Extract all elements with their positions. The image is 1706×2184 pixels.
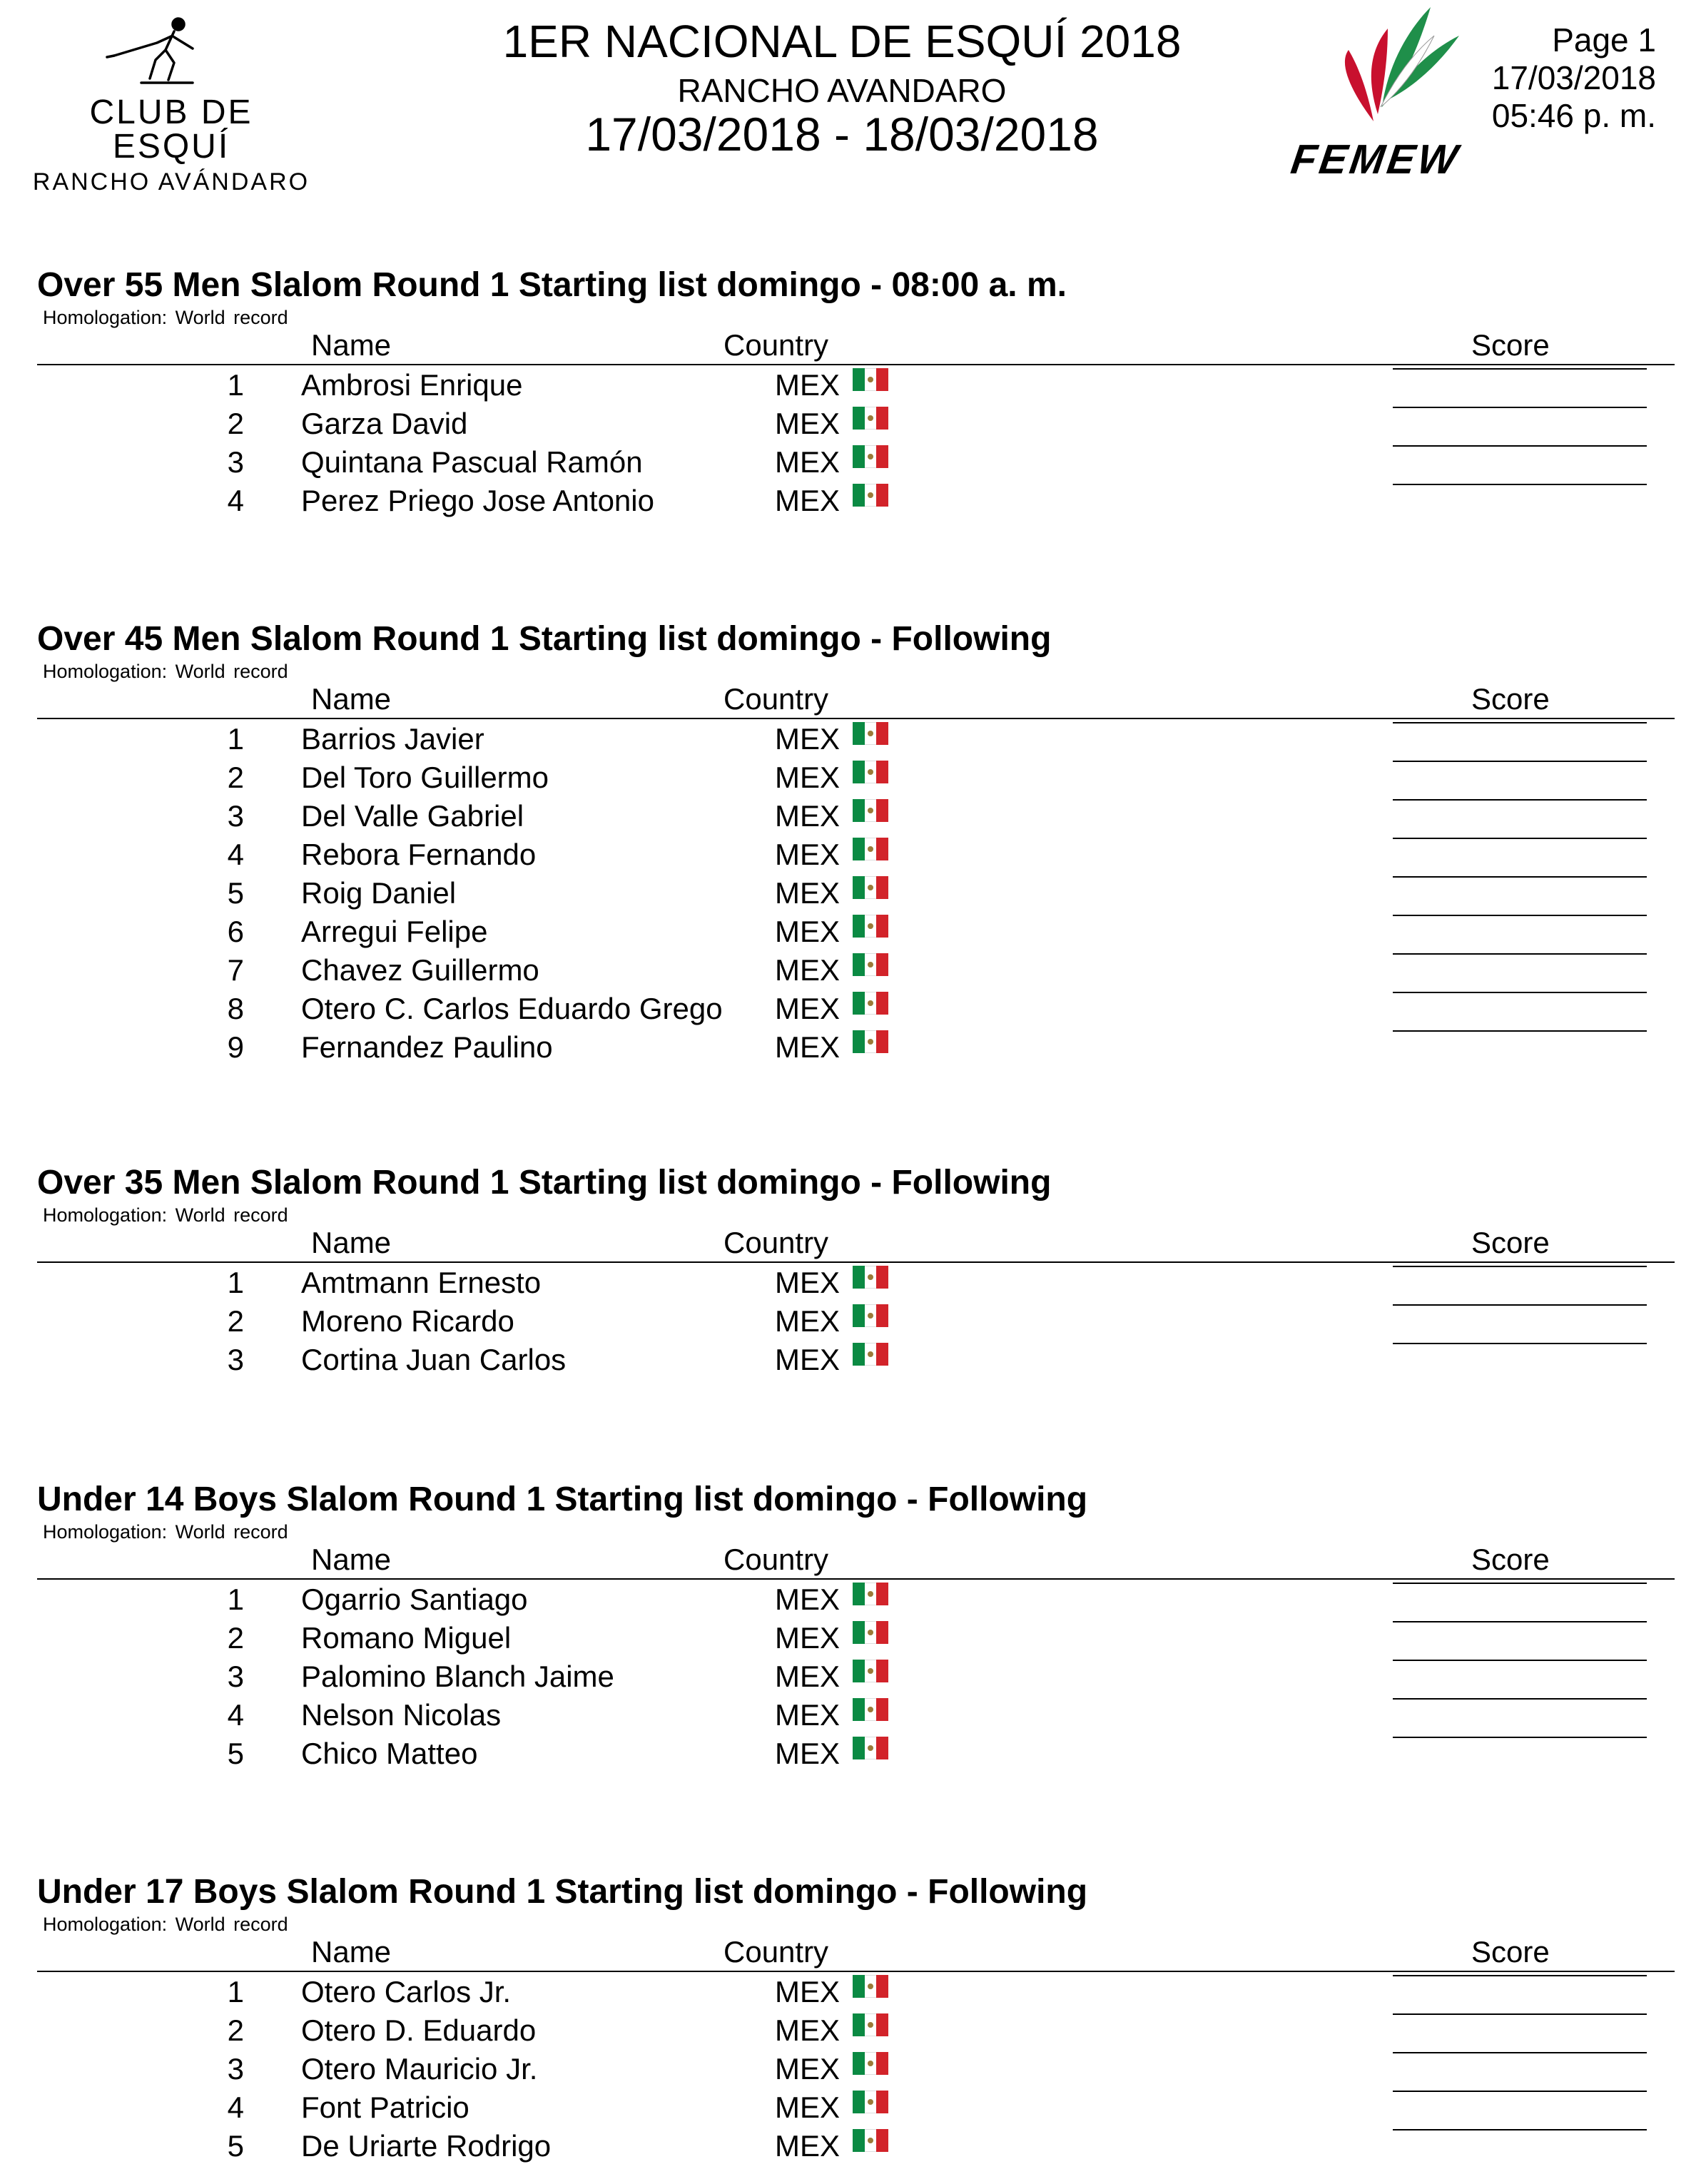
mexico-flag-icon (853, 838, 888, 860)
start-number: 2 (227, 1621, 244, 1655)
homologation-label: Homologation: World record (43, 1914, 288, 1935)
start-number: 5 (227, 876, 244, 910)
skier-row (37, 1972, 1675, 2011)
mexico-flag-icon (853, 2052, 888, 2075)
score-blank (1393, 838, 1647, 839)
score-header: Score (1471, 1935, 1550, 1969)
skier-row (37, 1027, 1675, 1066)
homologation-label: Homologation: World record (43, 1204, 288, 1226)
start-number: 4 (227, 2091, 244, 2124)
score-blank (1393, 1583, 1647, 1584)
mexico-flag-icon (853, 1698, 888, 1721)
mexico-flag-icon (853, 1583, 888, 1605)
print-time: 05:46 p. m. (1491, 97, 1656, 134)
skier-name: Fernandez Paulino (301, 1030, 553, 1064)
score-blank (1393, 1343, 1647, 1344)
score-blank (1393, 1698, 1647, 1700)
mexico-flag-icon (853, 2013, 888, 2036)
start-number: 6 (227, 915, 244, 948)
skier-name: Quintana Pascual Ramón (301, 445, 643, 479)
skier-name: Ogarrio Santiago (301, 1583, 528, 1616)
skier-row (37, 1263, 1675, 1301)
start-list-section (37, 1162, 1675, 1378)
skier-name: Rebora Fernando (301, 838, 537, 871)
score-blank (1393, 2013, 1647, 2015)
start-number: 3 (227, 445, 244, 479)
skier-row (37, 2049, 1675, 2088)
start-number: 2 (227, 407, 244, 440)
start-number: 2 (227, 761, 244, 794)
mexico-flag-icon (853, 1266, 888, 1289)
score-blank (1393, 1737, 1647, 1738)
start-number: 3 (227, 799, 244, 833)
score-blank (1393, 1660, 1647, 1661)
country-header: Country (723, 1543, 829, 1576)
skier-name: Nelson Nicolas (301, 1698, 502, 1732)
skier-row (37, 1695, 1675, 1734)
score-blank (1393, 1030, 1647, 1032)
start-list-section (37, 1478, 1675, 1772)
score-blank (1393, 2091, 1647, 2092)
page-info (1492, 21, 1656, 135)
country-code: MEX (775, 407, 841, 440)
mexico-flag-icon (853, 2129, 888, 2152)
section-title: Over 45 Men Slalom Round 1 Starting list domingo - Following (37, 620, 1052, 658)
section-title: Over 55 Men Slalom Round 1 Starting list domingo - 08:00 a. m. (37, 266, 1067, 304)
country-code: MEX (775, 1737, 841, 1770)
mexico-flag-icon (853, 1660, 888, 1682)
skier-row (37, 2088, 1675, 2126)
score-blank (1393, 1266, 1647, 1267)
start-number: 4 (227, 484, 244, 517)
mexico-flag-icon (853, 445, 888, 468)
mexico-flag-icon (853, 407, 888, 430)
score-blank (1393, 1304, 1647, 1306)
score-blank (1393, 407, 1647, 408)
country-header: Country (723, 1935, 829, 1969)
mexico-flag-icon (853, 876, 888, 899)
country-code: MEX (775, 722, 841, 756)
start-number: 1 (227, 1975, 244, 2008)
skier-row (37, 719, 1675, 758)
section-title: Under 14 Boys Slalom Round 1 Starting list domingo - Following (37, 1480, 1088, 1518)
skier-row (37, 912, 1675, 950)
country-code: MEX (775, 838, 841, 871)
score-header: Score (1471, 328, 1550, 362)
event-dates: 17/03/2018 - 18/03/2018 (585, 108, 1099, 161)
country-code: MEX (775, 1343, 841, 1376)
event-title: 1ER NACIONAL DE ESQUÍ 2018 (502, 16, 1182, 67)
mexico-flag-icon (853, 1030, 888, 1053)
skier-name: Garza David (301, 407, 468, 440)
score-header: Score (1471, 682, 1550, 716)
skier-row (37, 758, 1675, 796)
skier-name: Roig Daniel (301, 876, 457, 910)
start-number: 4 (227, 1698, 244, 1732)
skier-icon (100, 14, 243, 93)
start-number: 5 (227, 2129, 244, 2163)
mexico-flag-icon (853, 1621, 888, 1644)
mexico-flag-icon (853, 953, 888, 976)
column-header (37, 328, 1675, 365)
score-blank (1393, 992, 1647, 993)
country-header: Country (723, 328, 829, 362)
skier-name: Arregui Felipe (301, 915, 488, 948)
skier-name: Cortina Juan Carlos (301, 1343, 567, 1376)
skier-row (37, 873, 1675, 912)
country-code: MEX (775, 1698, 841, 1732)
skier-name: Barrios Javier (301, 722, 484, 756)
score-blank (1393, 915, 1647, 916)
score-blank (1393, 445, 1647, 447)
start-number: 5 (227, 1737, 244, 1770)
score-blank (1393, 368, 1647, 370)
skier-row (37, 1657, 1675, 1695)
column-header (37, 682, 1675, 719)
skier-row (37, 1734, 1675, 1772)
skier-name: Chico Matteo (301, 1737, 478, 1770)
start-number: 8 (227, 992, 244, 1025)
score-blank (1393, 484, 1647, 485)
name-header: Name (311, 1543, 392, 1576)
federation-name: FEMEW (1288, 136, 1463, 183)
score-blank (1393, 799, 1647, 801)
country-code: MEX (775, 761, 841, 794)
start-number: 2 (227, 2013, 244, 2047)
country-code: MEX (775, 2091, 841, 2124)
score-blank (1393, 876, 1647, 878)
start-list-section (37, 1871, 1675, 2165)
start-list-section (37, 618, 1675, 1066)
skier-name: Ambrosi Enrique (301, 368, 523, 402)
country-code: MEX (775, 876, 841, 910)
country-code: MEX (775, 1266, 841, 1299)
start-number: 2 (227, 1304, 244, 1338)
print-date: 17/03/2018 (1491, 59, 1656, 96)
skier-name: Otero C. Carlos Eduardo Grego (301, 992, 723, 1025)
name-header: Name (311, 328, 392, 362)
country-code: MEX (775, 2052, 841, 2086)
country-code: MEX (775, 368, 841, 402)
mexico-flag-icon (853, 992, 888, 1015)
mexico-flag-icon (853, 2091, 888, 2113)
skier-row (37, 1301, 1675, 1340)
country-code: MEX (775, 1660, 841, 1693)
skier-name: Otero Mauricio Jr. (301, 2052, 538, 2086)
club-logo (29, 14, 314, 195)
skier-name: Del Valle Gabriel (301, 799, 524, 833)
start-number: 3 (227, 2052, 244, 2086)
start-number: 7 (227, 953, 244, 987)
skier-name: Font Patricio (301, 2091, 469, 2124)
name-header: Name (311, 1935, 392, 1969)
skier-row (37, 481, 1675, 519)
score-header: Score (1471, 1226, 1550, 1259)
mexico-flag-icon (853, 799, 888, 822)
start-list-section (37, 264, 1675, 519)
country-code: MEX (775, 992, 841, 1025)
femew-wing-icon (1288, 0, 1473, 136)
skier-name: De Uriarte Rodrigo (301, 2129, 552, 2163)
score-blank (1393, 2129, 1647, 2130)
skier-name: Romano Miguel (301, 1621, 512, 1655)
skier-row (37, 1340, 1675, 1378)
section-title: Under 17 Boys Slalom Round 1 Starting list domingo - Following (37, 1873, 1088, 1911)
start-number: 1 (227, 368, 244, 402)
column-header (37, 1935, 1675, 1972)
country-code: MEX (775, 915, 841, 948)
skier-row (37, 2126, 1675, 2165)
skier-name: Moreno Ricardo (301, 1304, 514, 1338)
skier-row (37, 442, 1675, 481)
start-number: 1 (227, 722, 244, 756)
skier-row (37, 1580, 1675, 1618)
mexico-flag-icon (853, 1975, 888, 1998)
club-name: CLUB DE ESQUÍ (89, 93, 253, 166)
score-blank (1393, 2052, 1647, 2053)
country-code: MEX (775, 445, 841, 479)
start-number: 4 (227, 838, 244, 871)
mexico-flag-icon (853, 1343, 888, 1366)
start-number: 9 (227, 1030, 244, 1064)
homologation-label: Homologation: World record (43, 307, 288, 328)
score-header: Score (1471, 1543, 1550, 1576)
country-code: MEX (775, 2013, 841, 2047)
skier-name: Chavez Guillermo (301, 953, 539, 987)
skier-row (37, 989, 1675, 1027)
homologation-label: Homologation: World record (43, 661, 288, 682)
mexico-flag-icon (853, 761, 888, 783)
mexico-flag-icon (853, 368, 888, 391)
skier-row (37, 365, 1675, 404)
skier-name: Del Toro Guillermo (301, 761, 549, 794)
country-code: MEX (775, 799, 841, 833)
skier-name: Palomino Blanch Jaime (301, 1660, 614, 1693)
mexico-flag-icon (853, 484, 888, 507)
page-number: Page 1 (1552, 21, 1656, 59)
country-code: MEX (775, 2129, 841, 2163)
country-header: Country (723, 682, 829, 716)
section-title: Over 35 Men Slalom Round 1 Starting list domingo - Following (37, 1164, 1052, 1202)
skier-row (37, 796, 1675, 835)
country-code: MEX (775, 1304, 841, 1338)
start-number: 3 (227, 1343, 244, 1376)
country-code: MEX (775, 953, 841, 987)
country-code: MEX (775, 1621, 841, 1655)
name-header: Name (311, 682, 392, 716)
start-number: 3 (227, 1660, 244, 1693)
skier-row (37, 404, 1675, 442)
mexico-flag-icon (853, 1737, 888, 1759)
skier-name: Amtmann Ernesto (301, 1266, 542, 1299)
skier-name: Otero Carlos Jr. (301, 1975, 512, 2008)
country-code: MEX (775, 1975, 841, 2008)
country-code: MEX (775, 484, 841, 517)
score-blank (1393, 1621, 1647, 1622)
score-blank (1393, 1975, 1647, 1976)
start-number: 1 (227, 1583, 244, 1616)
homologation-label: Homologation: World record (43, 1521, 288, 1543)
skier-row (37, 835, 1675, 873)
mexico-flag-icon (853, 1304, 888, 1327)
country-code: MEX (775, 1030, 841, 1064)
country-header: Country (723, 1226, 829, 1259)
score-blank (1393, 761, 1647, 762)
skier-row (37, 2011, 1675, 2049)
skier-row (37, 950, 1675, 989)
name-header: Name (311, 1226, 392, 1259)
skier-name: Otero D. Eduardo (301, 2013, 537, 2047)
score-blank (1393, 722, 1647, 723)
event-venue: RANCHO AVANDARO (677, 72, 1007, 109)
score-blank (1393, 953, 1647, 955)
mexico-flag-icon (853, 722, 888, 745)
start-number: 1 (227, 1266, 244, 1299)
skier-name: Perez Priego Jose Antonio (301, 484, 654, 517)
club-subtitle: RANCHO AVÁNDARO (32, 168, 310, 195)
country-code: MEX (775, 1583, 841, 1616)
skier-row (37, 1618, 1675, 1657)
mexico-flag-icon (853, 915, 888, 938)
column-header (37, 1543, 1675, 1580)
column-header (37, 1226, 1675, 1263)
